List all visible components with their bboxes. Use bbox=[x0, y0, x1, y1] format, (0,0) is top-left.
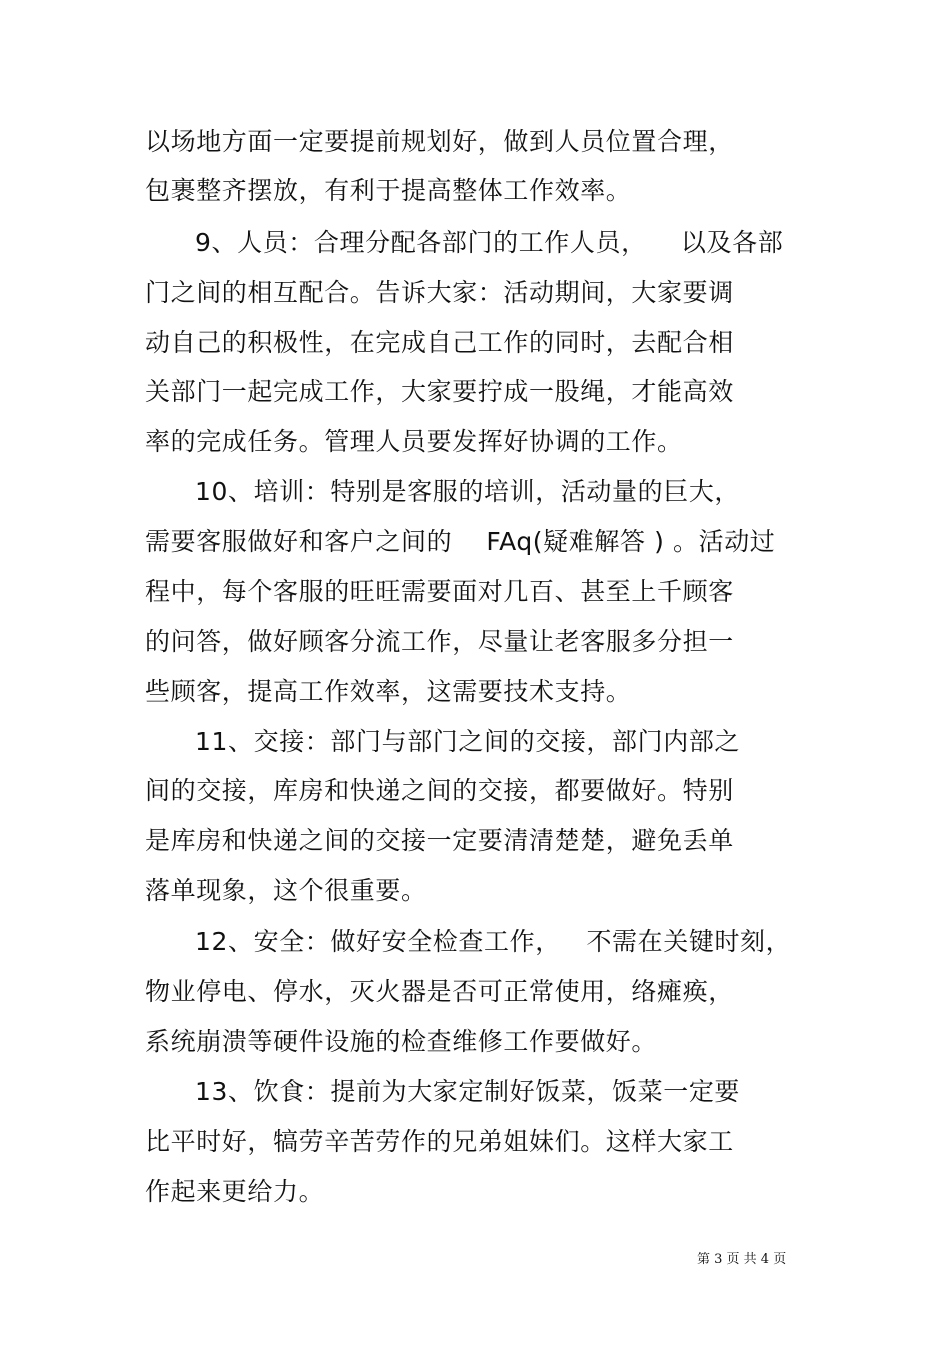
paragraph-10-first-line: 10、培训：特别是客服的培训，活动量的巨大， bbox=[195, 477, 741, 506]
text-line: 门之间的相互配合。告诉大家：活动期间，大家要调 bbox=[145, 278, 734, 307]
text-line: 作起来更给力。 bbox=[145, 1177, 325, 1206]
text-line: 间的交接，库房和快递之间的交接，都要做好。特别 bbox=[145, 776, 734, 805]
text-line: 动自己的积极性，在完成自己工作的同时，去配合相 bbox=[145, 328, 734, 357]
text-line: 些顾客，提高工作效率，这需要技术支持。 bbox=[145, 677, 632, 706]
text-line: 程中，每个客服的旺旺需要面对几百、甚至上千顾客 bbox=[145, 577, 734, 606]
text-line: 包裹整齐摆放，有利于提高整体工作效率。 bbox=[145, 176, 632, 205]
paragraph-11-first-line: 11、交接：部门与部门之间的交接，部门内部之 bbox=[195, 727, 741, 756]
page-number-footer: 第 3 页 共 4 页 bbox=[697, 1252, 787, 1267]
text-line: 物业停电、停水，灭火器是否可正常使用，络瘫痪， bbox=[145, 977, 734, 1006]
text-line: 关部门一起完成工作，大家要拧成一股绳，才能高效 bbox=[145, 377, 734, 406]
text-line: 系统崩溃等硬件设施的检查维修工作要做好。 bbox=[145, 1027, 658, 1056]
text-line: 的问答，做好顾客分流工作，尽量让老客服多分担一 bbox=[145, 627, 734, 656]
text-line: 落单现象，这个很重要。 bbox=[145, 876, 427, 905]
text-line: 率的完成任务。管理人员要发挥好协调的工作。 bbox=[145, 427, 683, 456]
paragraph-12-first-line: 12、安全：做好安全检查工作， 不需在关键时刻， bbox=[195, 927, 792, 956]
paragraph-13-first-line: 13、饮食：提前为大家定制好饭菜，饭菜一定要 bbox=[195, 1077, 741, 1106]
paragraph-9-first-line: 9、人员：合理分配各部门的工作人员， 以及各部 bbox=[195, 228, 784, 257]
text-line: 需要客服做好和客户之间的 FAq(疑难解答 ) 。活动过 bbox=[145, 527, 776, 556]
text-line: 是库房和快递之间的交接一定要清清楚楚，避免丢单 bbox=[145, 826, 734, 855]
text-line: 比平时好，犒劳辛苦劳作的兄弟姐妹们。这样大家工 bbox=[145, 1127, 734, 1156]
text-line: 以场地方面一定要提前规划好，做到人员位置合理， bbox=[145, 127, 734, 156]
